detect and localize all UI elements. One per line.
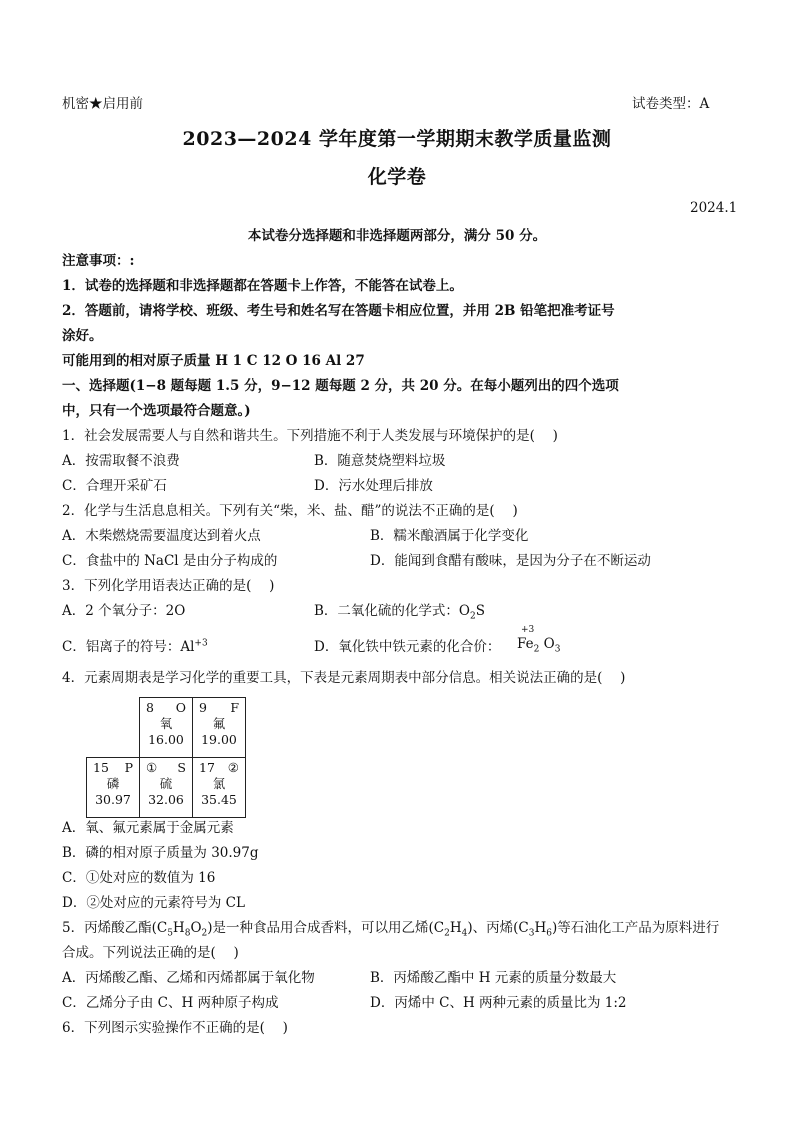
q2-option-c: C．食盐中的 NaCl 是由分子构成的 <box>62 553 278 569</box>
notes-item-2-line1: 2．答题前，请将学校、班级、考生号和姓名写在答题卡相应位置，并用 2B 铅笔把准考证号 <box>62 303 615 319</box>
q4-option-b: B．磷的相对原子质量为 30.97g <box>62 845 259 861</box>
q3-option-c: C．铝离子的符号：$Al^{+3}$ <box>62 638 208 655</box>
paper-type-label: 试卷类型：A <box>632 96 710 112</box>
element-cell-oxygen: 8 O 氧 16.00 <box>140 698 193 758</box>
notes-heading: 注意事项：: <box>62 253 135 269</box>
exam-date: 2024.1 <box>690 200 738 216</box>
atomic-mass-line: 可能用到的相对原子质量 H 1 C 12 O 16 Al 27 <box>62 353 365 369</box>
q3-option-b: B．二氧化硫的化学式：$O_2S$ <box>314 603 485 622</box>
exam-intro: 本试卷分选择题和非选择题两部分，满分 50 分。 <box>247 228 547 244</box>
periodic-table-excerpt <box>86 697 246 818</box>
q2-option-d: D．能闻到食醋有酸味，是因为分子在不断运动 <box>370 553 651 569</box>
element-cell-phosphorus: 15 P 磷 30.97 <box>87 758 140 818</box>
q4-option-c: C．①处对应的数值为 16 <box>62 870 216 886</box>
q4-stem: 4．元素周期表是学习化学的重要工具，下表是元素周期表中部分信息。相关说法正确的是( ) <box>62 670 626 686</box>
notes-item-2-line2: 涂好。 <box>62 328 103 344</box>
exam-subtitle: 化学卷 <box>367 166 427 188</box>
q5-option-c: C．乙烯分子由 C、H 两种原子构成 <box>62 995 279 1011</box>
q5-option-d: D．丙烯中 C、H 两种元素的质量比为 1:2 <box>370 995 627 1011</box>
confidential-label: 机密★启用前 <box>62 96 143 112</box>
q2-stem: 2．化学与生活息息相关。下列有关“柴，米、盐、醋”的说法不正确的是( ) <box>62 503 518 519</box>
section1-heading-line1: 一、选择题(1−8 题每题 1.5 分，9−12 题每题 2 分，共 20 分。在每小题列出的四个选项 <box>62 378 619 394</box>
exam-title: 2023—2024 学年度第一学期期末教学质量监测 <box>182 128 612 150</box>
q6-stem: 6．下列图示实验操作不正确的是( ) <box>62 1020 288 1036</box>
q4-option-d: D．②处对应的元素符号为 CL <box>62 895 245 911</box>
q3-option-a: A．2 个氧分子：2O <box>62 603 186 619</box>
element-cell-fluorine: 9 F 氟 19.00 <box>193 698 246 758</box>
q1-option-b: B．随意焚烧塑料垃圾 <box>314 453 446 469</box>
q5-stem-line2: 合成。下列说法正确的是( ) <box>62 945 239 961</box>
q1-option-a: A．按需取餐不浪费 <box>62 453 180 469</box>
q3-oxidation-state: +3 <box>521 625 535 635</box>
q3-stem: 3．下列化学用语表达正确的是( ) <box>62 578 275 594</box>
q4-option-a: A．氧、氟元素属于金属元素 <box>62 820 234 836</box>
q2-option-a: A．木柴燃烧需要温度达到着火点 <box>62 528 261 544</box>
q1-option-d: D．污水处理后排放 <box>314 478 433 494</box>
q5-stem-line1: 5．丙烯酸乙酯$(C_5H_8O_2)$是一种食品用合成香料，可以用乙烯$(C_2H_4)$、丙烯$(C_3H_6)$等石油化工产品为原料进行 <box>62 920 720 939</box>
notes-item-1: 1．试卷的选择题和非选择题都在答题卡上作答，不能答在试卷上。 <box>62 278 463 294</box>
q5-option-a: A．丙烯酸乙酯、乙烯和丙烯都属于氧化物 <box>62 970 315 986</box>
element-cell-chlorine: 17 ② 氯 35.45 <box>193 758 246 818</box>
q1-stem: 1．社会发展需要人与自然和谐共生。下列措施不利于人类发展与环境保护的是( ) <box>62 428 558 444</box>
q3-fe2o3-formula: $Fe_2$ $O_3$ <box>517 636 561 655</box>
q5-option-b: B．丙烯酸乙酯中 H 元素的质量分数最大 <box>370 970 617 986</box>
element-cell-sulfur: ① S 硫 32.06 <box>140 758 193 818</box>
q3-option-d: D．氧化铁中铁元素的化合价： <box>314 639 501 655</box>
q2-option-b: B．糯米酿酒属于化学变化 <box>370 528 529 544</box>
section1-heading-line2: 中，只有一个选项最符合题意。) <box>62 403 251 419</box>
q1-option-c: C．合理开采矿石 <box>62 478 167 494</box>
